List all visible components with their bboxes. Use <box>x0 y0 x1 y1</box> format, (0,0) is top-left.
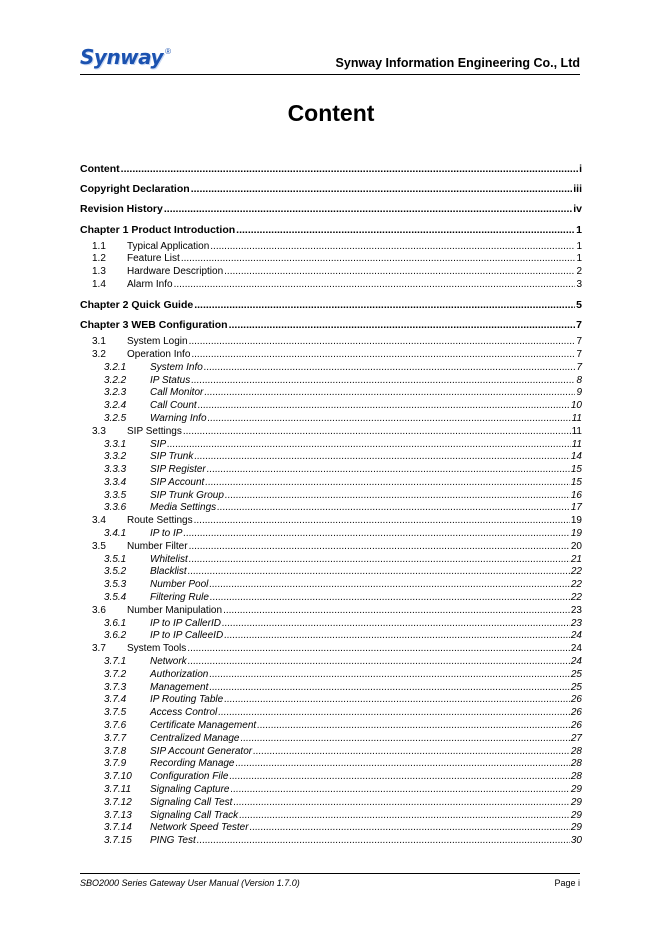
toc-entry-label: Network Speed Tester <box>150 822 249 834</box>
toc-entry-label: Chapter 3 WEB Configuration <box>80 319 228 332</box>
dot-leader <box>223 605 570 618</box>
toc-entry[interactable] <box>80 579 582 592</box>
toc-entry-number: 3.4.1 <box>104 528 127 540</box>
toc-entry-number: 3.7.1 <box>104 656 127 668</box>
toc-entry-number: 3.7.8 <box>104 745 127 757</box>
toc-entry-label: SIP Account Generator <box>150 745 253 757</box>
toc-entry[interactable] <box>80 707 582 720</box>
toc-entry-page: 29 <box>570 796 582 808</box>
toc-entry-number: 3.2.4 <box>104 400 127 412</box>
dot-leader <box>174 279 576 292</box>
toc-entry-label: Media Settings <box>150 502 217 514</box>
dot-leader <box>181 253 576 266</box>
dot-leader <box>257 720 570 733</box>
toc-entry-page: 7 <box>576 336 582 348</box>
toc-entry-label: Copyright Declaration <box>80 183 190 196</box>
toc-entry-label: Number Filter <box>127 540 188 552</box>
page-header <box>80 44 580 75</box>
toc-entry[interactable] <box>80 515 582 528</box>
dot-leader <box>209 579 570 592</box>
dot-leader <box>229 771 570 784</box>
toc-entry[interactable] <box>80 223 582 237</box>
toc-entry[interactable] <box>80 490 582 503</box>
toc-entry-label: Access Control <box>150 707 218 719</box>
toc-entry-page: 22 <box>570 566 582 578</box>
dot-leader <box>207 464 570 477</box>
toc-entry-page: 16 <box>570 489 582 501</box>
company-name: Synway Information Engineering Co., Ltd <box>335 56 580 70</box>
toc-entry-number: 3.6.2 <box>104 630 127 642</box>
table-of-contents <box>80 162 582 848</box>
dot-leader <box>191 349 575 362</box>
toc-entry-page: 28 <box>570 758 582 770</box>
toc-entry-page: 24 <box>570 630 582 642</box>
toc-entry-number: 3.7.11 <box>104 784 132 796</box>
toc-entry-page: 23 <box>570 604 582 616</box>
toc-entry[interactable] <box>80 426 582 439</box>
dot-leader <box>225 490 570 503</box>
toc-entry[interactable] <box>80 771 582 784</box>
toc-entry[interactable] <box>80 528 582 541</box>
toc-entry-label: IP Status <box>150 374 191 386</box>
toc-entry-number: 3.7.5 <box>104 707 127 719</box>
toc-entry-label: Revision History <box>80 203 163 216</box>
toc-entry-page: 15 <box>570 464 582 476</box>
toc-entry-number: 3.2.5 <box>104 412 127 424</box>
toc-entry[interactable] <box>80 720 582 733</box>
toc-entry-number: 3.6 <box>92 604 106 616</box>
toc-entry[interactable] <box>80 694 582 707</box>
toc-entry-page: 15 <box>570 476 582 488</box>
toc-entry[interactable] <box>80 375 582 388</box>
toc-entry[interactable] <box>80 822 582 835</box>
toc-entry-number: 3.3.1 <box>104 438 127 450</box>
toc-entry-page: 10 <box>570 400 582 412</box>
toc-entry-page: 1 <box>576 253 582 265</box>
dot-leader <box>209 682 570 695</box>
toc-entry-page: 7 <box>576 361 582 373</box>
dot-leader <box>188 566 570 579</box>
dot-leader <box>189 336 576 349</box>
toc-entry-label: Operation Info <box>127 348 191 360</box>
toc-entry-page: 1 <box>576 240 582 252</box>
toc-entry-label: SIP Account <box>150 476 205 488</box>
toc-entry-number: 3.2.3 <box>104 387 127 399</box>
toc-entry[interactable] <box>80 554 582 567</box>
toc-entry-number: 3.7 <box>92 643 106 655</box>
toc-entry-number: 1.3 <box>92 266 106 278</box>
toc-entry-page: 17 <box>570 502 582 514</box>
dot-leader <box>205 477 570 490</box>
toc-entry[interactable] <box>80 182 582 196</box>
toc-entry-label: SIP Register <box>150 464 206 476</box>
toc-entry[interactable] <box>80 400 582 413</box>
toc-entry[interactable] <box>80 643 582 656</box>
toc-entry-number: 3.7.6 <box>104 720 127 732</box>
dot-leader <box>121 162 578 176</box>
toc-entry-page: 25 <box>570 668 582 680</box>
toc-entry-page: 23 <box>570 617 582 629</box>
toc-entry-number: 3.7.12 <box>104 796 132 808</box>
toc-entry[interactable] <box>80 298 582 312</box>
toc-entry-label: SIP Settings <box>127 425 182 437</box>
toc-entry-label: Typical Application <box>127 240 210 252</box>
toc-entry-label: System Info <box>150 361 203 373</box>
dot-leader <box>218 707 570 720</box>
toc-entry-number: 3.3.2 <box>104 451 127 463</box>
toc-entry-number: 3.7.13 <box>104 809 132 821</box>
toc-entry-page: 30 <box>570 835 582 847</box>
toc-entry-page: 7 <box>576 348 582 360</box>
dot-leader <box>188 656 570 669</box>
toc-entry-label: Centralized Manage <box>150 732 240 744</box>
toc-entry-page: 22 <box>570 592 582 604</box>
toc-entry[interactable] <box>80 746 582 759</box>
toc-entry[interactable] <box>80 758 582 771</box>
toc-entry-page: 24 <box>570 643 582 655</box>
toc-entry-page: 26 <box>570 720 582 732</box>
toc-entry-number: 3.2.1 <box>104 361 127 373</box>
toc-entry[interactable] <box>80 656 582 669</box>
toc-entry-label: SIP Trunk Group <box>150 489 224 501</box>
toc-entry[interactable] <box>80 630 582 643</box>
dot-leader <box>194 298 575 312</box>
toc-entry[interactable] <box>80 682 582 695</box>
logo-text: Synway <box>80 45 164 69</box>
dot-leader <box>189 554 570 567</box>
dot-leader <box>210 241 575 254</box>
toc-entry-page: 11 <box>571 438 582 450</box>
toc-entry-label: IP to IP <box>150 528 183 540</box>
toc-entry-number: 3.7.4 <box>104 694 127 706</box>
toc-entry-label: SIP <box>150 438 167 450</box>
toc-entry-number: 3.7.10 <box>104 771 132 783</box>
toc-entry-number: 3.5.4 <box>104 592 127 604</box>
toc-entry-label: Network <box>150 656 187 668</box>
toc-entry-label: Chapter 2 Quick Guide <box>80 298 194 311</box>
toc-entry-label: Warning Info <box>150 412 207 424</box>
toc-entry-label: IP to IP CallerID <box>150 617 221 629</box>
dot-leader <box>222 618 570 631</box>
dot-leader <box>224 630 570 643</box>
toc-entry-number: 3.3.6 <box>104 502 127 514</box>
toc-entry-label: Signaling Call Test <box>150 796 233 808</box>
toc-entry-number: 3.1 <box>92 336 106 348</box>
toc-entry-page: 28 <box>570 745 582 757</box>
toc-entry-number: 1.4 <box>92 278 106 290</box>
toc-entry[interactable] <box>80 279 582 292</box>
toc-entry[interactable] <box>80 835 582 848</box>
toc-entry-number: 3.7.15 <box>104 835 132 847</box>
dot-leader <box>194 451 570 464</box>
toc-entry-number: 3.5.2 <box>104 566 127 578</box>
toc-entry-label: Signaling Capture <box>150 784 230 796</box>
toc-entry[interactable] <box>80 253 582 266</box>
toc-entry-page: 7 <box>576 319 582 332</box>
toc-entry-number: 1.2 <box>92 253 106 265</box>
dot-leader <box>250 822 570 835</box>
toc-entry-number: 3.3.5 <box>104 489 127 501</box>
toc-entry-page: 19 <box>570 515 582 527</box>
toc-entry-page: iii <box>573 183 582 196</box>
toc-entry-page: 5 <box>576 298 582 311</box>
toc-entry[interactable] <box>80 477 582 490</box>
dot-leader <box>183 528 569 541</box>
toc-entry[interactable] <box>80 451 582 464</box>
toc-entry-label: Hardware Description <box>127 266 224 278</box>
toc-entry-page: 11 <box>571 412 582 424</box>
toc-entry-label: Recording Manage <box>150 758 235 770</box>
synway-logo <box>80 44 171 70</box>
toc-entry[interactable] <box>80 336 582 349</box>
toc-entry-page: 14 <box>570 451 582 463</box>
dot-leader <box>224 266 575 279</box>
dot-leader <box>191 182 573 196</box>
toc-entry[interactable] <box>80 784 582 797</box>
toc-entry-number: 3.5 <box>92 540 106 552</box>
toc-entry-page: 24 <box>570 656 582 668</box>
dot-leader <box>183 426 571 439</box>
toc-entry-label: Whitelist <box>150 553 188 565</box>
dot-leader <box>198 400 570 413</box>
toc-entry-page: 1 <box>576 223 582 236</box>
toc-entry-number: 3.2 <box>92 348 106 360</box>
toc-entry-label: Filtering Rule <box>150 592 209 604</box>
toc-entry[interactable] <box>80 502 582 515</box>
footer-page-number: Page i <box>554 878 580 888</box>
toc-entry-label: Signaling Call Track <box>150 809 239 821</box>
toc-entry[interactable] <box>80 541 582 554</box>
dot-leader <box>204 362 576 375</box>
dot-leader <box>241 733 570 746</box>
toc-entry-page: 26 <box>570 694 582 706</box>
dot-leader <box>253 746 570 759</box>
toc-entry-number: 3.7.2 <box>104 668 127 680</box>
toc-entry-page: 2 <box>576 266 582 278</box>
toc-entry-number: 3.3.3 <box>104 464 127 476</box>
toc-entry[interactable] <box>80 349 582 362</box>
toc-entry-page: 29 <box>570 822 582 834</box>
toc-entry-number: 3.4 <box>92 515 106 527</box>
toc-entry-page: 26 <box>570 707 582 719</box>
dot-leader <box>187 643 570 656</box>
toc-entry-label: SIP Trunk <box>150 451 194 463</box>
toc-entry-label: System Login <box>127 336 188 348</box>
toc-entry-label: Certificate Management <box>150 720 257 732</box>
toc-entry[interactable] <box>80 669 582 682</box>
footer-doc-title: SBO2000 Series Gateway User Manual (Version 1.7.0) <box>80 878 300 888</box>
toc-entry-page: 25 <box>570 681 582 693</box>
toc-entry[interactable] <box>80 733 582 746</box>
toc-entry-label: Number Manipulation <box>127 604 223 616</box>
toc-entry-label: IP to IP CalleeID <box>150 630 224 642</box>
toc-entry-number: 3.6.1 <box>104 617 127 629</box>
toc-entry[interactable] <box>80 362 582 375</box>
toc-entry[interactable] <box>80 387 582 400</box>
toc-entry-label: Alarm Info <box>127 278 173 290</box>
toc-entry[interactable] <box>80 202 582 216</box>
toc-entry-number: 3.3.4 <box>104 476 127 488</box>
registered-mark: ® <box>165 46 171 56</box>
dot-leader <box>189 541 570 554</box>
dot-leader <box>236 223 575 237</box>
toc-entry-number: 3.7.14 <box>104 822 132 834</box>
toc-entry-page: 29 <box>570 784 582 796</box>
toc-entry-number: 1.1 <box>92 240 106 252</box>
toc-entry[interactable] <box>80 566 582 579</box>
dot-leader <box>224 694 570 707</box>
toc-entry-label: Configuration File <box>150 771 229 783</box>
toc-entry-page: 20 <box>570 540 582 552</box>
dot-leader <box>239 810 570 823</box>
toc-entry-label: Feature List <box>127 253 180 265</box>
toc-entry-number: 3.7.7 <box>104 732 127 744</box>
dot-leader <box>167 439 570 452</box>
toc-entry[interactable] <box>80 464 582 477</box>
dot-leader <box>233 797 569 810</box>
toc-entry-number: 3.5.3 <box>104 579 127 591</box>
toc-entry-page: 29 <box>570 809 582 821</box>
toc-entry[interactable] <box>80 592 582 605</box>
toc-entry-page: 9 <box>576 387 582 399</box>
toc-entry[interactable] <box>80 162 582 176</box>
toc-entry-label: Authorization <box>150 668 209 680</box>
dot-leader <box>209 669 570 682</box>
dot-leader <box>194 515 570 528</box>
page-title: Content <box>287 100 375 126</box>
toc-entry-page: 22 <box>570 579 582 591</box>
toc-entry-label: IP Routing Table <box>150 694 224 706</box>
toc-entry-label: Content <box>80 163 120 175</box>
toc-entry-page: 11 <box>571 425 582 437</box>
toc-entry-number: 3.7.3 <box>104 681 127 693</box>
dot-leader <box>217 502 570 515</box>
toc-entry-page: 27 <box>570 732 582 744</box>
toc-entry-page: 28 <box>570 771 582 783</box>
dot-leader <box>197 835 570 848</box>
toc-entry[interactable] <box>80 605 582 618</box>
toc-entry-page: 19 <box>570 528 582 540</box>
toc-entry-label: Management <box>150 681 209 693</box>
toc-entry-label: Blacklist <box>150 566 187 578</box>
toc-entry-label: Call Monitor <box>150 387 204 399</box>
dot-leader <box>210 592 570 605</box>
toc-entry[interactable] <box>80 439 582 452</box>
dot-leader <box>204 387 575 400</box>
toc-entry[interactable] <box>80 797 582 810</box>
toc-entry-label: Call Count <box>150 400 197 412</box>
dot-leader <box>236 758 570 771</box>
toc-entry-label: Chapter 1 Product Introduction <box>80 223 236 236</box>
toc-entry-page: 8 <box>576 374 582 386</box>
toc-entry[interactable] <box>80 618 582 631</box>
toc-entry-number: 3.2.2 <box>104 374 127 386</box>
toc-entry-label: Route Settings <box>127 515 193 527</box>
toc-entry-page: iv <box>573 203 582 216</box>
dot-leader <box>164 202 572 216</box>
toc-entry-label: System Tools <box>127 643 187 655</box>
toc-entry-page: i <box>579 163 582 175</box>
toc-entry[interactable] <box>80 266 582 279</box>
toc-entry[interactable] <box>80 413 582 426</box>
toc-entry[interactable] <box>80 810 582 823</box>
toc-entry-label: Number Pool <box>150 579 209 591</box>
toc-entry-number: 3.5.1 <box>104 553 127 565</box>
page-footer <box>80 873 580 888</box>
toc-entry-page: 21 <box>570 553 582 565</box>
toc-entry-number: 3.7.9 <box>104 758 127 770</box>
dot-leader <box>231 784 570 797</box>
dot-leader <box>191 375 575 388</box>
dot-leader <box>208 413 571 426</box>
toc-entry[interactable] <box>80 241 582 254</box>
toc-entry[interactable] <box>80 318 582 332</box>
toc-entry-number: 3.3 <box>92 425 106 437</box>
toc-entry-page: 3 <box>576 278 582 290</box>
dot-leader <box>229 318 576 332</box>
toc-entry-label: PING Test <box>150 835 196 847</box>
